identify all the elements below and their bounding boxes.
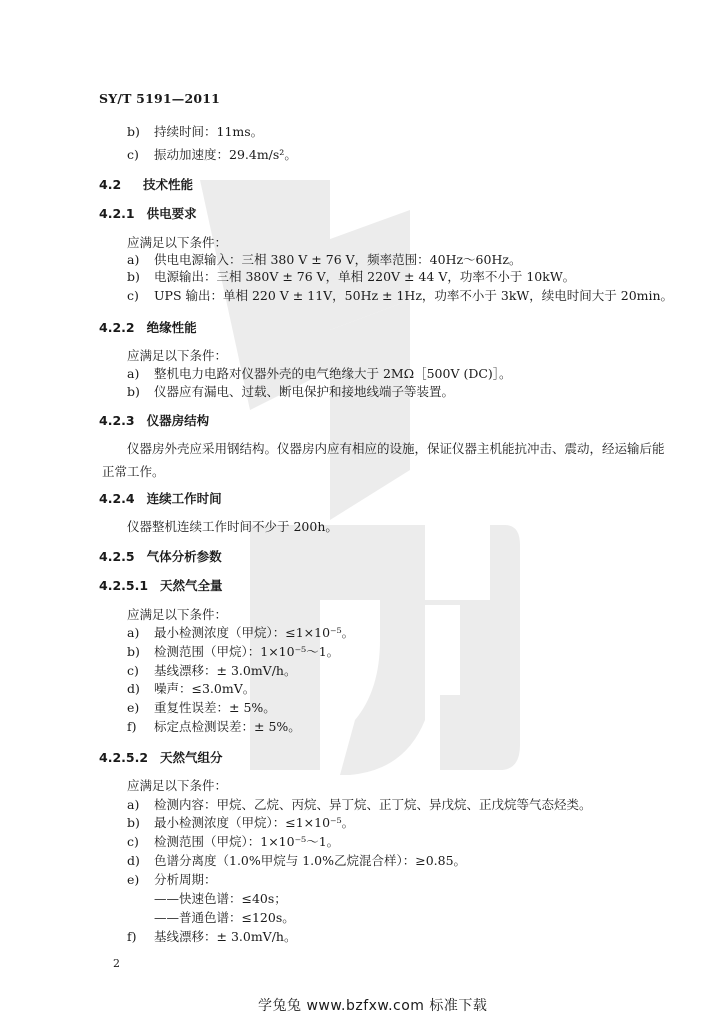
subsection-heading: [99, 491, 222, 507]
item-text: 电源输出：三相 380V ± 76 V，单相 220V ± 44 V，功率不小于 10kW。: [154, 269, 576, 284]
document-id: SY/T 5191—2011: [99, 91, 221, 106]
list-item: [127, 853, 466, 869]
list-item: [127, 124, 263, 140]
paragraph: 仪器房外壳应采用钢结构。仪器房内应有相应的设施，保证仪器主机能抗冲击、震动，经运输后能正常工作。: [102, 441, 665, 479]
list-item: [127, 834, 339, 850]
item-marker: b): [127, 644, 140, 659]
list-item: [127, 719, 301, 735]
item-text: 整机电力电路对仪器外壳的电气绝缘大于 2MΩ［500V (DC)］。: [154, 366, 512, 381]
item-marker: a): [127, 366, 140, 381]
section-number: 4.2.5.1: [99, 578, 149, 593]
section-title: 供电要求: [146, 206, 197, 221]
item-text: 基线漂移：± 3.0mV/h。: [154, 663, 297, 678]
site-footer: 学兔兔 www.bzfxw.com 标准下载: [258, 998, 488, 1014]
sub-list-item: ——快速色谱：≤40s；: [154, 891, 287, 906]
item-marker: b): [127, 269, 140, 284]
page-number: 2: [113, 957, 120, 970]
list-item: [127, 663, 296, 679]
subsection-heading: [99, 206, 197, 222]
item-marker: c): [127, 147, 139, 162]
section-title: 天然气全量: [160, 578, 223, 593]
section-number: 4.2: [99, 177, 122, 192]
item-text: 最小检测浓度（甲烷）：≤1×10⁻⁵。: [154, 815, 355, 830]
item-text: 分析周期：: [154, 872, 217, 887]
item-text: 标定点检测误差：± 5%。: [154, 719, 301, 734]
item-text: 持续时间：11ms。: [154, 124, 264, 139]
intro-text: 应满足以下条件：: [127, 607, 228, 622]
item-text: 供电电源输入：三相 380 V ± 76 V，频率范围：40Hz～60Hz。: [154, 252, 522, 267]
item-text: 最小检测浓度（甲烷）：≤1×10⁻⁵。: [154, 625, 355, 640]
item-text: 振动加速度：29.4m/s²。: [154, 147, 297, 162]
section-title: 天然气组分: [160, 750, 223, 765]
list-item: [127, 872, 217, 888]
intro-text: 应满足以下条件：: [127, 778, 228, 793]
list-item: [127, 797, 592, 813]
subsection-heading: [99, 413, 209, 429]
list-item: [127, 384, 454, 400]
section-number: 4.2.4: [99, 491, 135, 506]
section-title: 连续工作时间: [146, 491, 222, 506]
list-item: [127, 288, 673, 304]
item-marker: b): [127, 124, 140, 139]
list-item: [127, 644, 339, 660]
paragraph: 仪器整机连续工作时间不少于 200h。: [127, 519, 338, 534]
list-item: [127, 700, 276, 716]
item-text: UPS 输出：单相 220 V ± 11V，50Hz ± 1Hz，功率不小于 3kW，续电时间大于 20min。: [154, 288, 674, 303]
sub-list-item: ——普通色谱：≤120s。: [154, 910, 295, 925]
item-marker: a): [127, 625, 140, 640]
item-marker: a): [127, 797, 140, 812]
list-item: [127, 929, 296, 945]
item-marker: d): [127, 681, 140, 696]
item-marker: b): [127, 384, 140, 399]
section-number: 4.2.2: [99, 320, 135, 335]
item-marker: c): [127, 663, 139, 678]
item-marker: e): [127, 700, 140, 715]
section-number: 4.2.1: [99, 206, 135, 221]
item-marker: c): [127, 288, 139, 303]
list-item: [127, 252, 521, 268]
item-marker: c): [127, 834, 139, 849]
item-marker: b): [127, 815, 140, 830]
item-marker: f): [127, 719, 137, 734]
item-marker: e): [127, 872, 140, 887]
section-number: 4.2.3: [99, 413, 135, 428]
item-marker: d): [127, 853, 140, 868]
subsection-heading: [99, 320, 197, 336]
item-text: 噪声：≤3.0mV。: [154, 681, 256, 696]
subsection-heading: [99, 578, 223, 594]
section-number: 4.2.5.2: [99, 750, 149, 765]
list-item: [127, 815, 354, 831]
subsection-heading: [99, 750, 223, 766]
item-text: 检测范围（甲烷）：1×10⁻⁵～1。: [154, 834, 340, 849]
list-item: [127, 681, 255, 697]
item-text: 检测内容：甲烷、乙烷、丙烷、异丁烷、正丁烷、异戊烷、正戊烷等气态烃类。: [154, 797, 592, 812]
list-item: [127, 625, 354, 641]
item-text: 仪器应有漏电、过载、断电保护和接地线端子等装置。: [154, 384, 455, 399]
section-title: 绝缘性能: [146, 320, 197, 335]
item-marker: a): [127, 252, 140, 267]
intro-text: 应满足以下条件：: [127, 235, 228, 250]
list-item: [127, 269, 575, 285]
section-title: 气体分析参数: [146, 549, 222, 564]
section-heading: [99, 177, 193, 193]
item-marker: f): [127, 929, 137, 944]
section-title: 技术性能: [143, 177, 194, 192]
section-title: 仪器房结构: [146, 413, 210, 428]
subsection-heading: [99, 549, 222, 565]
item-text: 基线漂移：± 3.0mV/h。: [154, 929, 297, 944]
list-item: [127, 366, 512, 382]
item-text: 色谱分离度（1.0%甲烷与 1.0%乙烷混合样）：≥0.85。: [154, 853, 467, 868]
section-number: 4.2.5: [99, 549, 135, 564]
intro-text: 应满足以下条件：: [127, 348, 228, 363]
item-text: 重复性误差：± 5%。: [154, 700, 276, 715]
list-item: [127, 147, 297, 163]
item-text: 检测范围（甲烷）：1×10⁻⁵～1。: [154, 644, 340, 659]
